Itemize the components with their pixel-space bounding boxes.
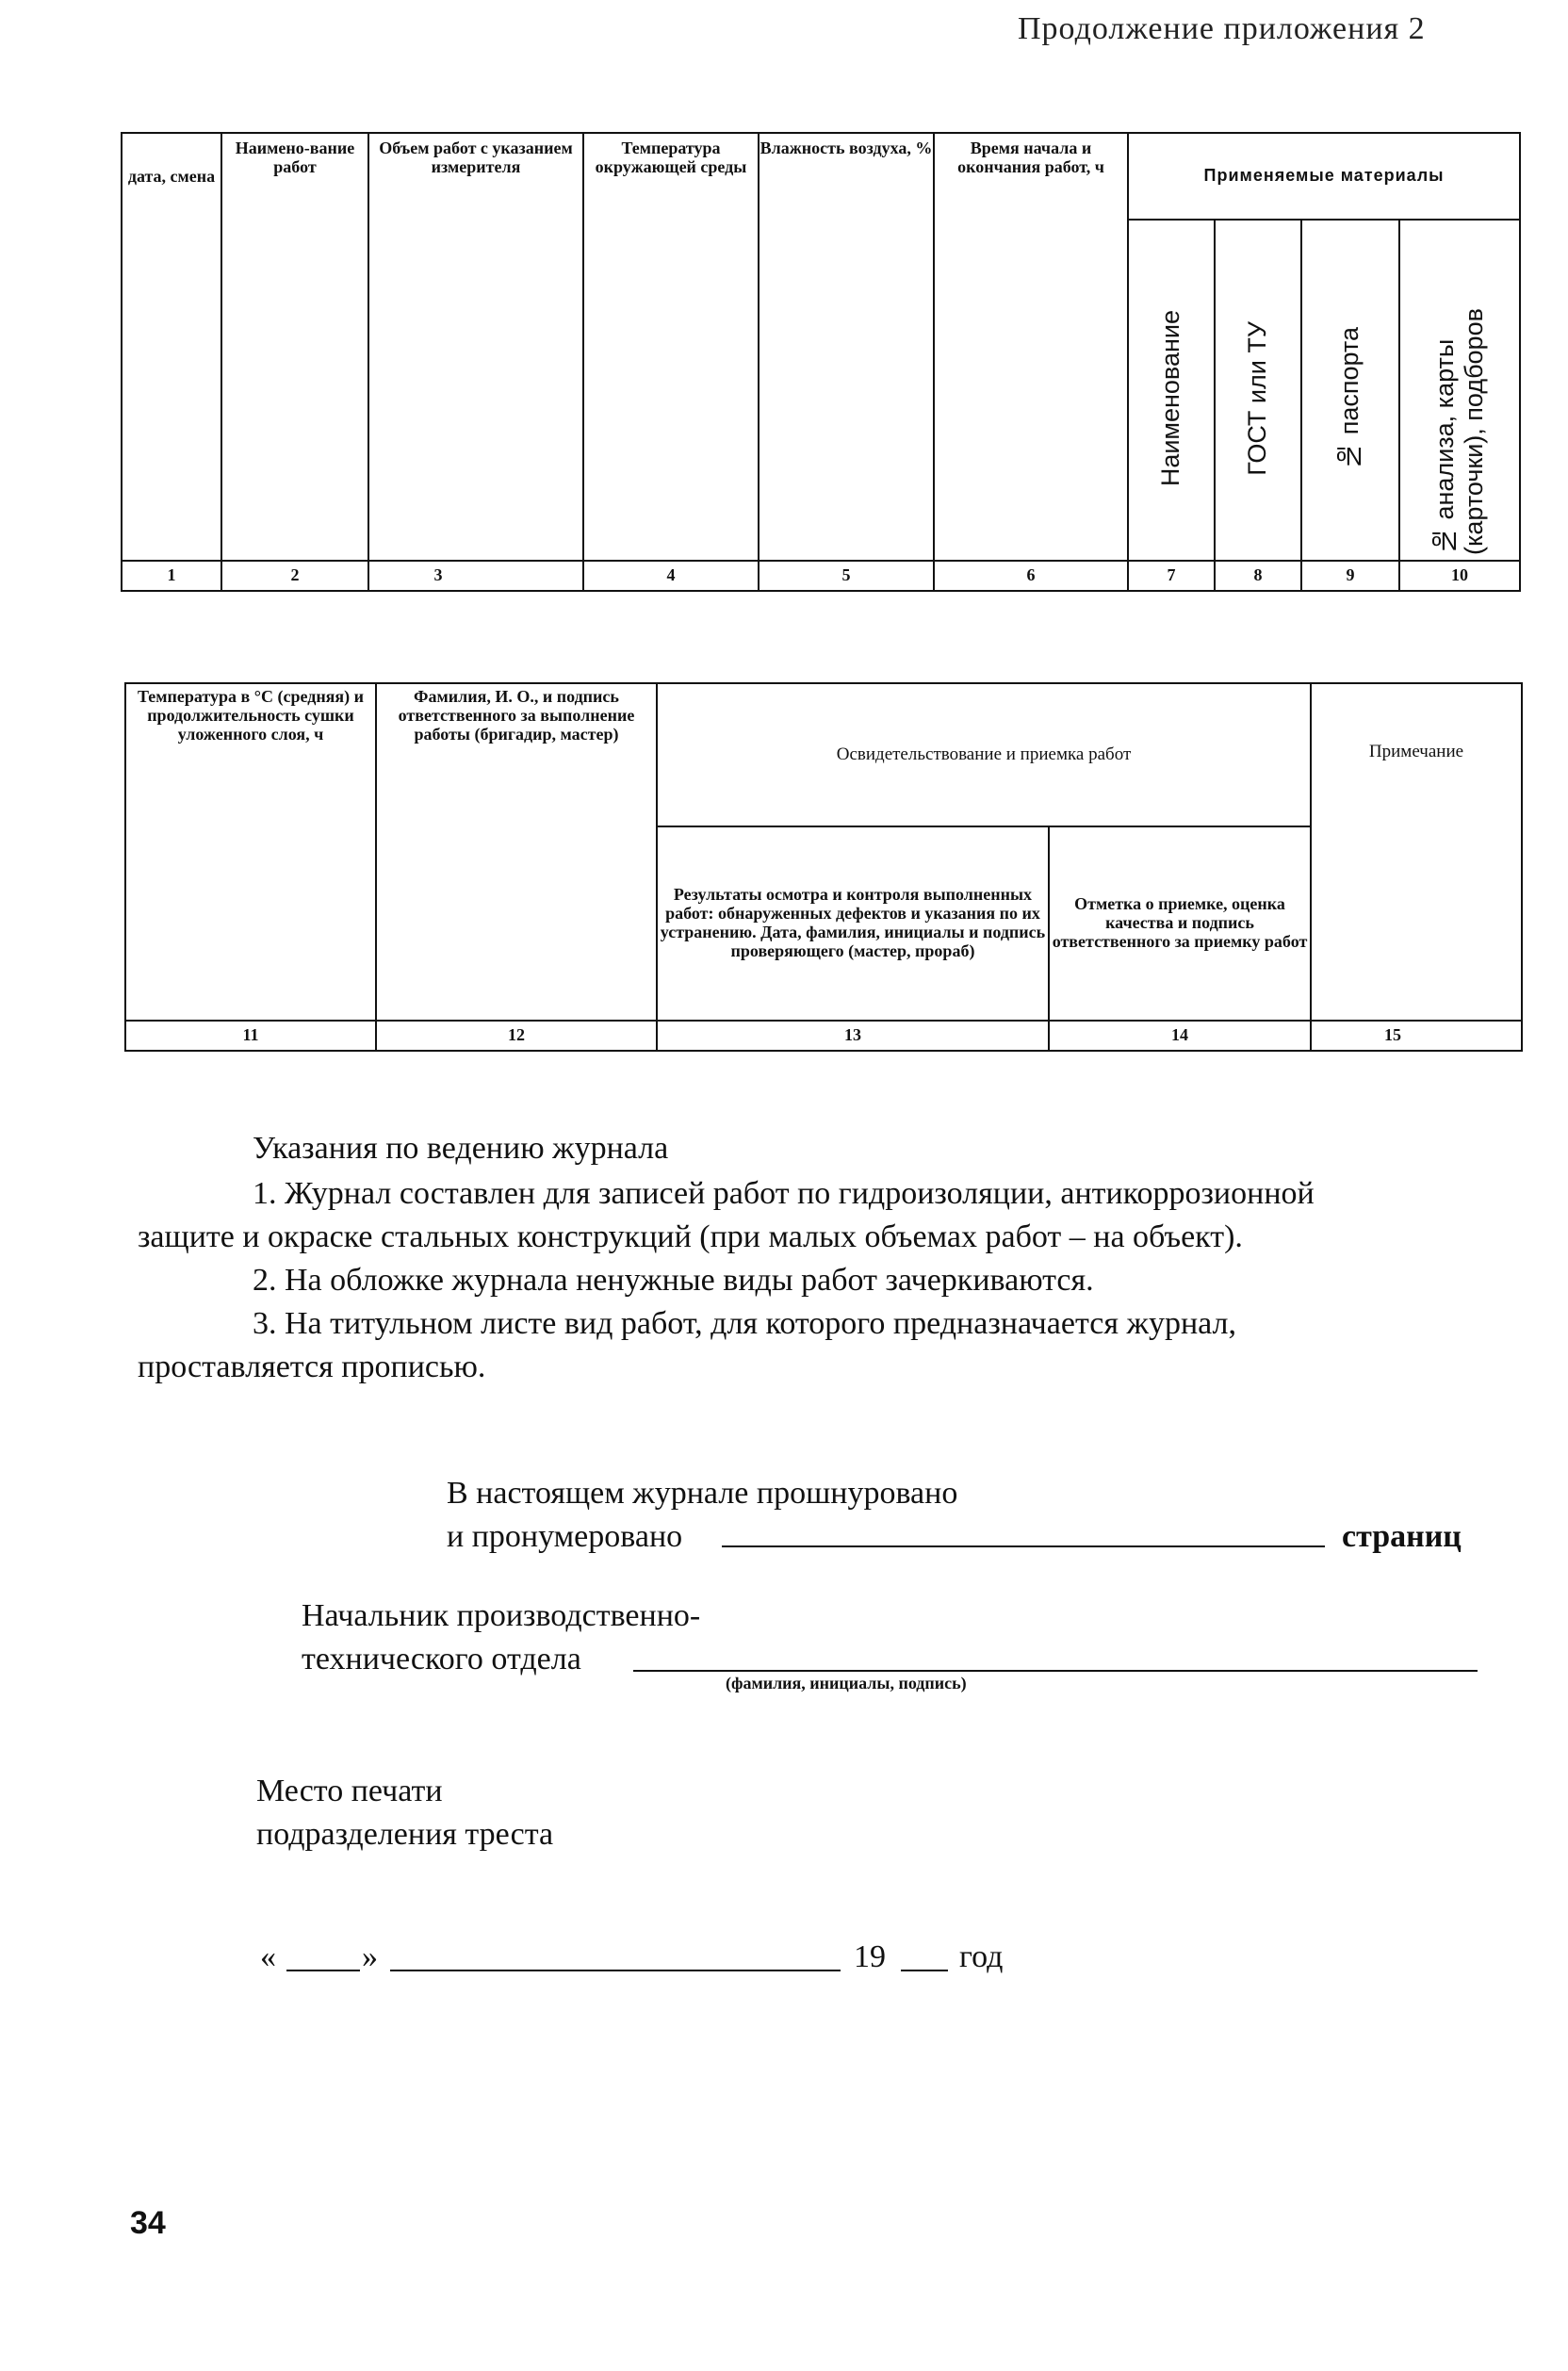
header-date-shift: дата, смена: [122, 133, 221, 561]
header-note: Примечание: [1311, 683, 1522, 1021]
year-prefix: 19: [854, 1939, 886, 1974]
year-blank: [901, 1970, 948, 1971]
column-number: 7: [1128, 561, 1215, 591]
column-number: 2: [221, 561, 368, 591]
header-responsible: Фамилия, И. О., и подпись ответственного за выполнение работы (бригадир, мастер): [376, 683, 657, 1021]
instruction-3-line1: 3. На титульном листе вид работ, для которого предназначается журнал,: [253, 1306, 1237, 1341]
header-acceptance: Отметка о приемке, оценка качества и подпись ответственного за приемку работ: [1049, 826, 1311, 1021]
pages-blank-line: [722, 1545, 1325, 1547]
signature-caption: (фамилия, инициалы, подпись): [726, 1674, 967, 1692]
year-word: год: [959, 1939, 1004, 1974]
journal-table-1: [121, 132, 1521, 592]
header-material-name: Наименование: [1128, 220, 1215, 561]
signature-line: [633, 1670, 1478, 1672]
cert-line-2: и пронумеровано: [447, 1519, 683, 1554]
column-number: 4: [583, 561, 759, 591]
date-quote-close: »: [362, 1939, 378, 1974]
column-number: 15: [1311, 1021, 1522, 1051]
column-number: 12: [376, 1021, 657, 1051]
column-number: 13: [657, 1021, 1049, 1051]
column-number: 5: [759, 561, 934, 591]
instruction-2: 2. На обложке журнала ненужные виды работ зачеркиваются.: [253, 1263, 1094, 1298]
column-number: 14: [1049, 1021, 1311, 1051]
head-title-line1: Начальник производственно-: [302, 1598, 701, 1633]
header-humidity: Влажность воздуха, %: [759, 133, 934, 561]
instruction-1-line2: защите и окраске стальных конструкций (при малых объемах работ – на объект).: [138, 1219, 1243, 1254]
header-ambient-temp: Температура окружающей среды: [583, 133, 759, 561]
instruction-1-line1: 1. Журнал составлен для записей работ по гидроизоляции, антикоррозионной: [253, 1176, 1315, 1211]
header-survey: Освидетельствование и приемка работ: [657, 683, 1311, 826]
column-number: 10: [1399, 561, 1520, 591]
header-analysis: № анализа, карты (карточки), подборов: [1399, 220, 1520, 561]
date-quote-open: «: [260, 1939, 276, 1974]
header-gost: ГОСТ или ТУ: [1215, 220, 1301, 561]
header-drying: Температура в °С (средняя) и продолжительность сушки уложенного слоя, ч: [125, 683, 376, 1021]
day-blank: [286, 1970, 360, 1971]
header-work-time: Время начала и окончания работ, ч: [934, 133, 1128, 561]
journal-table-2: [124, 682, 1523, 1052]
month-blank: [390, 1970, 841, 1971]
column-number: 9: [1301, 561, 1399, 591]
header-results: Результаты осмотра и контроля выполненных работ: обнаруженных дефектов и указания по их устранению. Дата, фамилия, инициалы и подпись проверяющего (мастер, прораб): [657, 826, 1049, 1021]
header-passport: № паспорта: [1301, 220, 1399, 561]
column-number: 11: [125, 1021, 376, 1051]
header-work-name: Наимено-вание работ: [221, 133, 368, 561]
cert-line-1: В настоящем журнале прошнуровано: [447, 1476, 958, 1511]
instructions-title: Указания по ведению журнала: [253, 1131, 669, 1166]
continuation-header: Продолжение приложения 2: [1018, 11, 1426, 46]
header-work-volume: Объем работ с указанием измерителя: [368, 133, 583, 561]
header-materials: Применяемые материалы: [1128, 133, 1520, 220]
head-title-line2: технического отдела: [302, 1642, 581, 1676]
page-number: 34: [130, 2205, 166, 2241]
seal-line1: Место печати: [256, 1774, 443, 1808]
instruction-3-line2: проставляется прописью.: [138, 1349, 486, 1384]
column-number: 6: [934, 561, 1128, 591]
column-number: 8: [1215, 561, 1301, 591]
column-number: 3: [368, 561, 583, 591]
pages-label: страниц: [1342, 1519, 1462, 1554]
column-number: 1: [122, 561, 221, 591]
seal-line2: подразделения треста: [256, 1817, 554, 1852]
